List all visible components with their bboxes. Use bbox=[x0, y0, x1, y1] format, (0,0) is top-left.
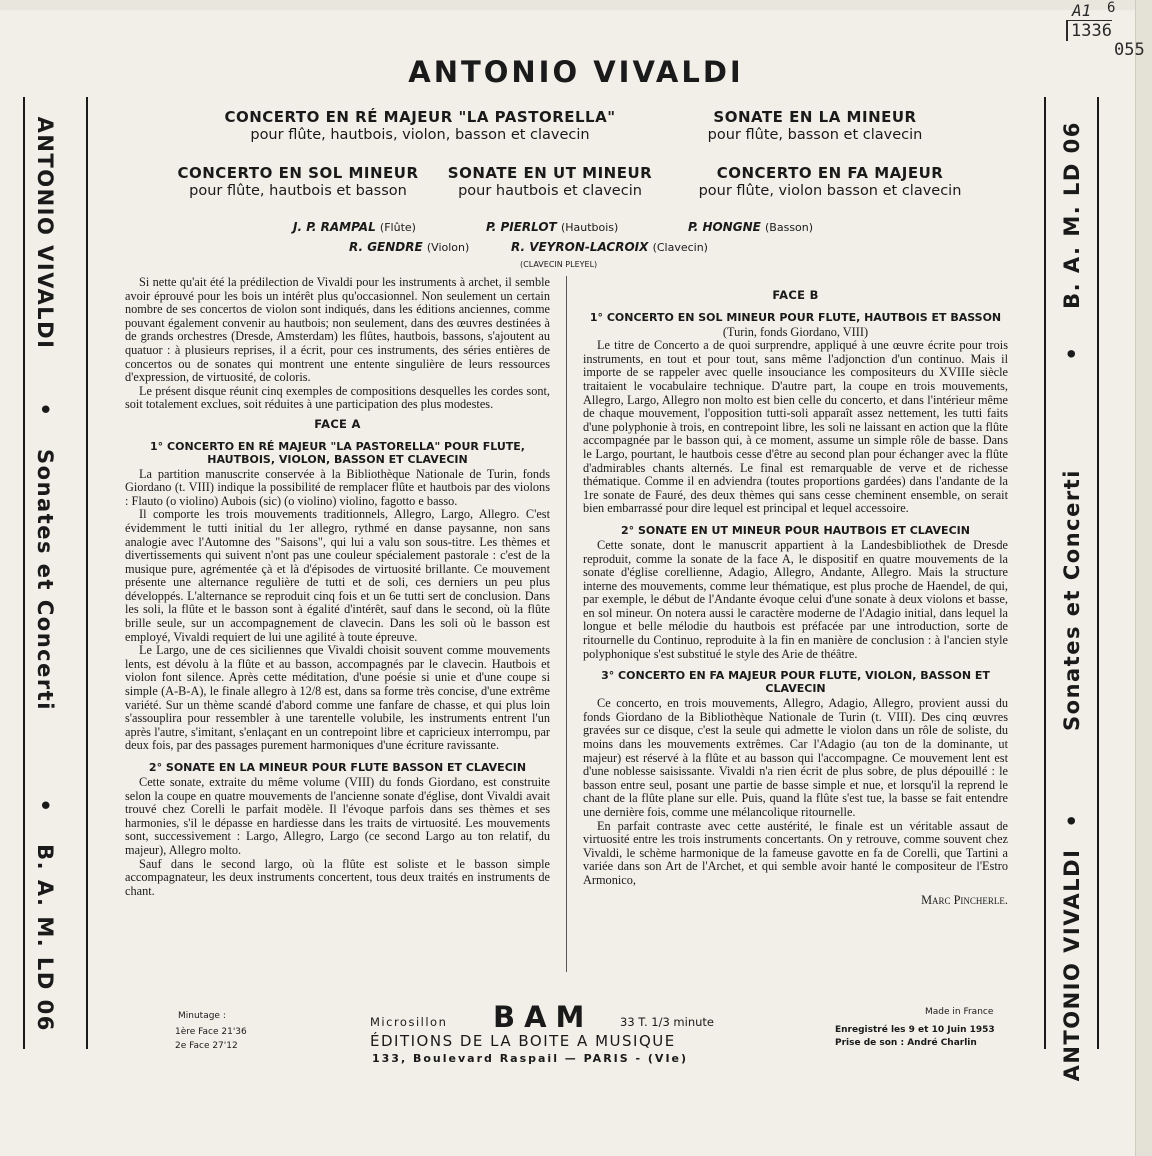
work-2-subtitle: pour flûte, basson et clavecin bbox=[707, 127, 923, 143]
face-a-heading: FACE A bbox=[314, 416, 361, 431]
performer-4-instrument: (Violon) bbox=[426, 241, 470, 254]
work-3-title: CONCERTO EN SOL MINEUR bbox=[177, 164, 419, 182]
work-5-subtitle: pour flûte, violon basson et clavecin bbox=[698, 183, 962, 199]
face-b-section-1-paragraph-1: Le titre de Concerto a de quoi surprendre, appliqué à une œuvre écrite pour trois instruments, en tout et pour tout, sans même l'adjonction d'un continuo. Mais il importe de se rappeler avec quelle insouciance les compositeurs du XVIIIe siècle traitaient le vocabulaire technique. D'autre part, la coupe en trois mouvements, Allegro, Largo, Allegro non molto est bien celle du concerto, et dans l'intérieur même de chaque mouvement, l'opposition tutti-soli apparaît assez nettement, les tutti faits d'une polyphonie à trois, en contrepoint libre, les soli ne laissant en action que la flûte accompagnée par le basson qui, à ce moment, assume un simple rôle de basse. Dans le Largo, pourtant, le hautbois cesse d'être au second plan pour échanger avec la flûte d'admirables chants alternés. Le final est remarquable de verve et de richesse thématique. Comme il en adviendra (toutes proportions gardées) dans l'andante de la 1re sonate de Fauré, des deux thèmes qui sans cesse cheminent ensemble, on serait bien embarrassé pour dire lequel est principal et lequel accessoire. bbox=[583, 338, 1008, 516]
intro-paragraph-2: Le présent disque réunit cinq exemples de compositions desquelles les cordes sont, soit totalement exclues, soit réduites à une participation des plus modestes. bbox=[125, 383, 550, 412]
sound-engineer: Prise de son : André Charlin bbox=[835, 1038, 977, 1048]
face-a-section-2-paragraph-2: Sauf dans le second largo, où la flûte est soliste et le basson simple accompagnateur, les deux instruments concertent, tous deux traités en instruments de chant. bbox=[125, 856, 550, 898]
column-divider bbox=[566, 276, 567, 972]
right-spine-rule-right bbox=[1097, 97, 1099, 1049]
right-spine-catalog: B. A. M. LD 06 bbox=[1060, 121, 1084, 309]
minutage-face-1: 1ère Face 21'36 bbox=[175, 1027, 247, 1037]
face-a-section-1-paragraph-3: Le Largo, une de ces siciliennes que Vivaldi choisit souvent comme mouvements lents, est dévolu à la flûte et au basson, accompagnés par le clavecin. Hautbois et violon font silence. Après cette méditation, d'une poésie si unie et d'une coupe si simple (A-B-A), le finale allegro à 12/8 est, dans sa forme très concise, d'une extrême variété. Sur un thème scandé d'abord comme une fanfare de chasse, et qui plus loin s'assouplira pour ressembler à une tarentelle volubile, les instruments entrent l'un après l'autre, s'imitant, s'enlaçant en un contrepoint libre et capricieux interrompu, par deux fois, par des passages purement harmoniques d'une écriture ravissante. bbox=[125, 643, 550, 753]
handwritten-note-a: A1 bbox=[1072, 1, 1092, 20]
work-3 bbox=[148, 164, 448, 199]
handwritten-note-d: 055 bbox=[1114, 40, 1145, 60]
performer-3-name: P. HONGNE bbox=[688, 220, 761, 234]
intro-paragraph-1: Si nette qu'ait été la prédilection de Vivaldi pour les instruments à archet, il semble avoir éprouvé pour les bois un intérêt plus qu'occasionnel. Non seulement un certain nombre de ses concertos de violon sont indiqués, dans les éditions anciennes, comme pouvant également convenir au hautbois; non seulement, dans des œuvres destinées à de grands orchestres (Dresde, Amsterdam) les flûtes, hautbois, bassons, s'ajoutent au quatuor : à plusieurs reprises, il a écrit, pour ces instruments, des séries entières de concertos ou de sonates qui montrent une entente singulière de leurs ressources d'expression, de virtuosité, de coloris. bbox=[125, 275, 550, 385]
speed-label: 33 T. 1/3 minute bbox=[620, 1015, 714, 1029]
face-a-section-1-paragraph-1: La partition manuscrite conservée à la Bibliothèque Nationale de Turin, fonds Giordano (t. VIII) indique la possibilité de remplacer flûte et hautbois par des violons : Flauto (o violino) Aubois (sic) (o violino) violino, fagotto e basso. bbox=[125, 466, 550, 508]
work-5 bbox=[680, 164, 980, 199]
performer-1 bbox=[293, 220, 416, 234]
work-1 bbox=[200, 108, 640, 143]
performer-1-name: J. P. RAMPAL bbox=[293, 220, 376, 234]
right-spine-rule-left bbox=[1044, 97, 1046, 1049]
performer-4 bbox=[349, 240, 469, 254]
sleeve-wrap-edge bbox=[1135, 0, 1152, 1156]
page-title: ANTONIO VIVALDI bbox=[408, 55, 744, 89]
work-4 bbox=[430, 164, 670, 199]
left-spine-bullet-1: • bbox=[33, 402, 57, 418]
work-2 bbox=[680, 108, 950, 143]
work-1-subtitle: pour flûte, hautbois, violon, basson et clavecin bbox=[250, 127, 590, 143]
face-b-section-3-paragraph-1: Ce concerto, en trois mouvements, Allegro, Adagio, Allegro, provient aussi du fonds Giordano de la Bibliothèque Nationale de Turin (t. VIII). Des cinq œuvres gravées sur ce disque, c'est la seule qui admette le violon dans un rôle de soliste, du moins dans les mouvements extrêmes. Car l'Adagio (au ton de la dominante, ut majeur) est réservé à la flûte et au basson qui l'accompagne. Ce mouvement lent est d'une noblesse saisissante. Vivaldi n'a rien écrit de plus sobre, de plus dépouillé : le basson entre seul, posant une partie de basse simple et nue, et lorsqu'il la reprend le chant de la flûte plane sur elle. Puis, quand la flûte s'est tue, la basse se fait entendre une dernière fois, comme une mélancolique ritournelle. bbox=[583, 696, 1008, 819]
right-spine-artist: ANTONIO VIVALDI bbox=[1060, 848, 1084, 1082]
author-signature: Marc Pincherle. bbox=[921, 892, 1008, 907]
left-column bbox=[125, 276, 550, 898]
performer-4-name: R. GENDRE bbox=[349, 240, 423, 254]
right-spine bbox=[1052, 100, 1092, 1082]
face-a-section-1-heading: 1° CONCERTO EN RÉ MAJEUR "LA PASTORELLA" POUR FLUTE, HAUTBOIS, VIOLON, BASSON ET CLAVECIN bbox=[150, 439, 525, 466]
face-a-section-2-heading: 2° SONATE EN LA MINEUR POUR FLUTE BASSON ET CLAVECIN bbox=[148, 761, 527, 774]
performer-3-instrument: (Basson) bbox=[765, 221, 814, 234]
face-b-section-2-heading: 2° SONATE EN UT MINEUR POUR HAUTBOIS ET CLAVECIN bbox=[621, 523, 970, 537]
face-b-section-1-heading: 1° CONCERTO EN SOL MINEUR POUR FLUTE, HAUTBOIS ET BASSON bbox=[589, 310, 1002, 324]
right-column bbox=[583, 283, 1008, 907]
face-b-section-3-heading: 3° CONCERTO EN FA MAJEUR POUR FLUTE, VIOLON, BASSON ET CLAVECIN bbox=[601, 669, 990, 696]
work-3-subtitle: pour flûte, hautbois et basson bbox=[189, 183, 407, 199]
sleeve-top-edge bbox=[0, 0, 1152, 10]
work-2-title: SONATE EN LA MINEUR bbox=[713, 108, 917, 126]
performer-3 bbox=[688, 220, 813, 234]
recording-date: Enregistré les 9 et 10 Juin 1953 bbox=[835, 1025, 995, 1035]
face-a-section-2-paragraph-1: Cette sonate, extraite du même volume (VIII) du fonds Giordano, est construite selon la coupe en quatre mouvements de l'ancienne sonate d'église, dont Vivaldi avait trouvé chez Corelli le parfait modèle. Il l'évoque parfois dans ses thèmes et ses harmonies, s'il le dépasse en hardiesse dans les traits de virtuosité. Les mouvements sont, successivement : Largo, Allegro, Largo (ce second Largo au ton relatif, du majeur), Allegro molto. bbox=[125, 775, 550, 857]
publisher-address: 133, Boulevard Raspail — PARIS - (VIe) bbox=[372, 1052, 689, 1065]
left-spine-rule-right bbox=[86, 97, 88, 1049]
performer-2-instrument: (Hautbois) bbox=[560, 221, 619, 234]
face-b-section-2-paragraph-1: Cette sonate, dont le manuscrit appartient à la Landesbibliothek de Dresde reproduit, comme la sonate de la face A, le dispositif en quatre mouvements de la sonate d'église corellienne, Adagio, Allegro, Andante, Allegro. Mais la structure interne des mouvements, comme leur thématique, est plus proche de Haendel, de qui, par exemple, le début de l'Andante évoque celui d'une sonate à deux violons et basse, en sol mineur. On notera aussi le caractère moderne de l'Adagio initial, dans lequel la longue et belle mélodie du hautbois est préfacée par une introduction, sorte de ritournelle du Continuo, reproduite à la fin en manière de conclusion : à l'ancien style polyphonique s'est substitué le style des Arie de théâtre. bbox=[583, 537, 1008, 661]
left-spine-artist: ANTONIO VIVALDI bbox=[33, 116, 57, 350]
face-a-section-1-paragraph-2: Il comporte les trois mouvements traditionnels, Allegro, Largo, Allegro. C'est évidemment le tutti initial du 1er allegro, rythmé en danse paysanne, non sans analogie avec l'Automne des "Saisons", qui lui a valu son sous-titre. Les thèmes et divertissements qui suivent n'ont pas une couleur spécialement pastorale : c'est de la musique pure, agrémentée çà et là d'épisodes de virtuosité brillante. Ce mouvement présente une alternance regulière de tutti et de soli, ces derniers un peu plus développés. L'alternance se reproduit cinq fois et un 6e tutti sert de conclusion. Dans les soli, la flûte et le basson sont à égalité d'intérêt, sauf dans le second, où la flûte brille seule, sur un accompagnement de clavecin. Dans les soli où le basson est employé, Vivaldi requiert de lui une agilité à toute épreuve. bbox=[125, 507, 550, 644]
right-spine-bullet-2: • bbox=[1060, 812, 1084, 828]
performer-5 bbox=[511, 240, 708, 254]
performer-5-instrument: (Clavecin) bbox=[652, 241, 708, 254]
right-spine-bullet-1: • bbox=[1060, 345, 1084, 361]
publisher-name: ÉDITIONS DE LA BOITE A MUSIQUE bbox=[370, 1032, 676, 1050]
work-1-title: CONCERTO EN RÉ MAJEUR "LA PASTORELLA" bbox=[224, 108, 616, 126]
performer-2-name: P. PIERLOT bbox=[486, 220, 557, 234]
performer-2 bbox=[486, 220, 618, 234]
left-spine-album: Sonates et Concerti bbox=[33, 449, 57, 711]
left-spine bbox=[25, 100, 65, 1050]
left-spine-bullet-2: • bbox=[33, 798, 57, 814]
work-5-title: CONCERTO EN FA MAJEUR bbox=[716, 164, 944, 182]
performer-1-instrument: (Flûte) bbox=[379, 221, 416, 234]
microsillon-label: Microsillon bbox=[370, 1015, 448, 1029]
face-b-section-3-paragraph-2: En parfait contraste avec cette austérité, le finale est un véritable assaut de virtuosité entre les trois instruments concertants. On y retrouve, comme souvent chez Vivaldi, le schème harmonique de la fameuse gavotte en fa de Corelli, que Tartini a variée dans son Art de l'Archet, et qui semble avoir hanté le compositeur de l'Estro Armonico, bbox=[583, 818, 1008, 887]
face-b-heading: FACE B bbox=[772, 288, 819, 302]
handwritten-note-c: 1336 bbox=[1066, 20, 1112, 41]
handwritten-note-b: 6 bbox=[1107, 0, 1116, 16]
made-in-label: Made in France bbox=[925, 1007, 994, 1017]
minutage-label: Minutage : bbox=[178, 1011, 226, 1021]
work-4-subtitle: pour hautbois et clavecin bbox=[458, 183, 642, 199]
brand-logo: BAM bbox=[493, 1000, 594, 1034]
work-4-title: SONATE EN UT MINEUR bbox=[447, 164, 653, 182]
performer-5-name: R. VEYRON-LACROIX bbox=[511, 240, 649, 254]
left-spine-catalog: B. A. M. LD 06 bbox=[33, 844, 57, 1032]
face-b-section-1-source: (Turin, fonds Giordano, VIII) bbox=[722, 324, 869, 339]
clavecin-note: (CLAVECIN PLEYEL) bbox=[520, 260, 598, 269]
minutage-face-2: 2e Face 27'12 bbox=[175, 1041, 238, 1051]
right-spine-album: Sonates et Concerti bbox=[1060, 469, 1084, 731]
